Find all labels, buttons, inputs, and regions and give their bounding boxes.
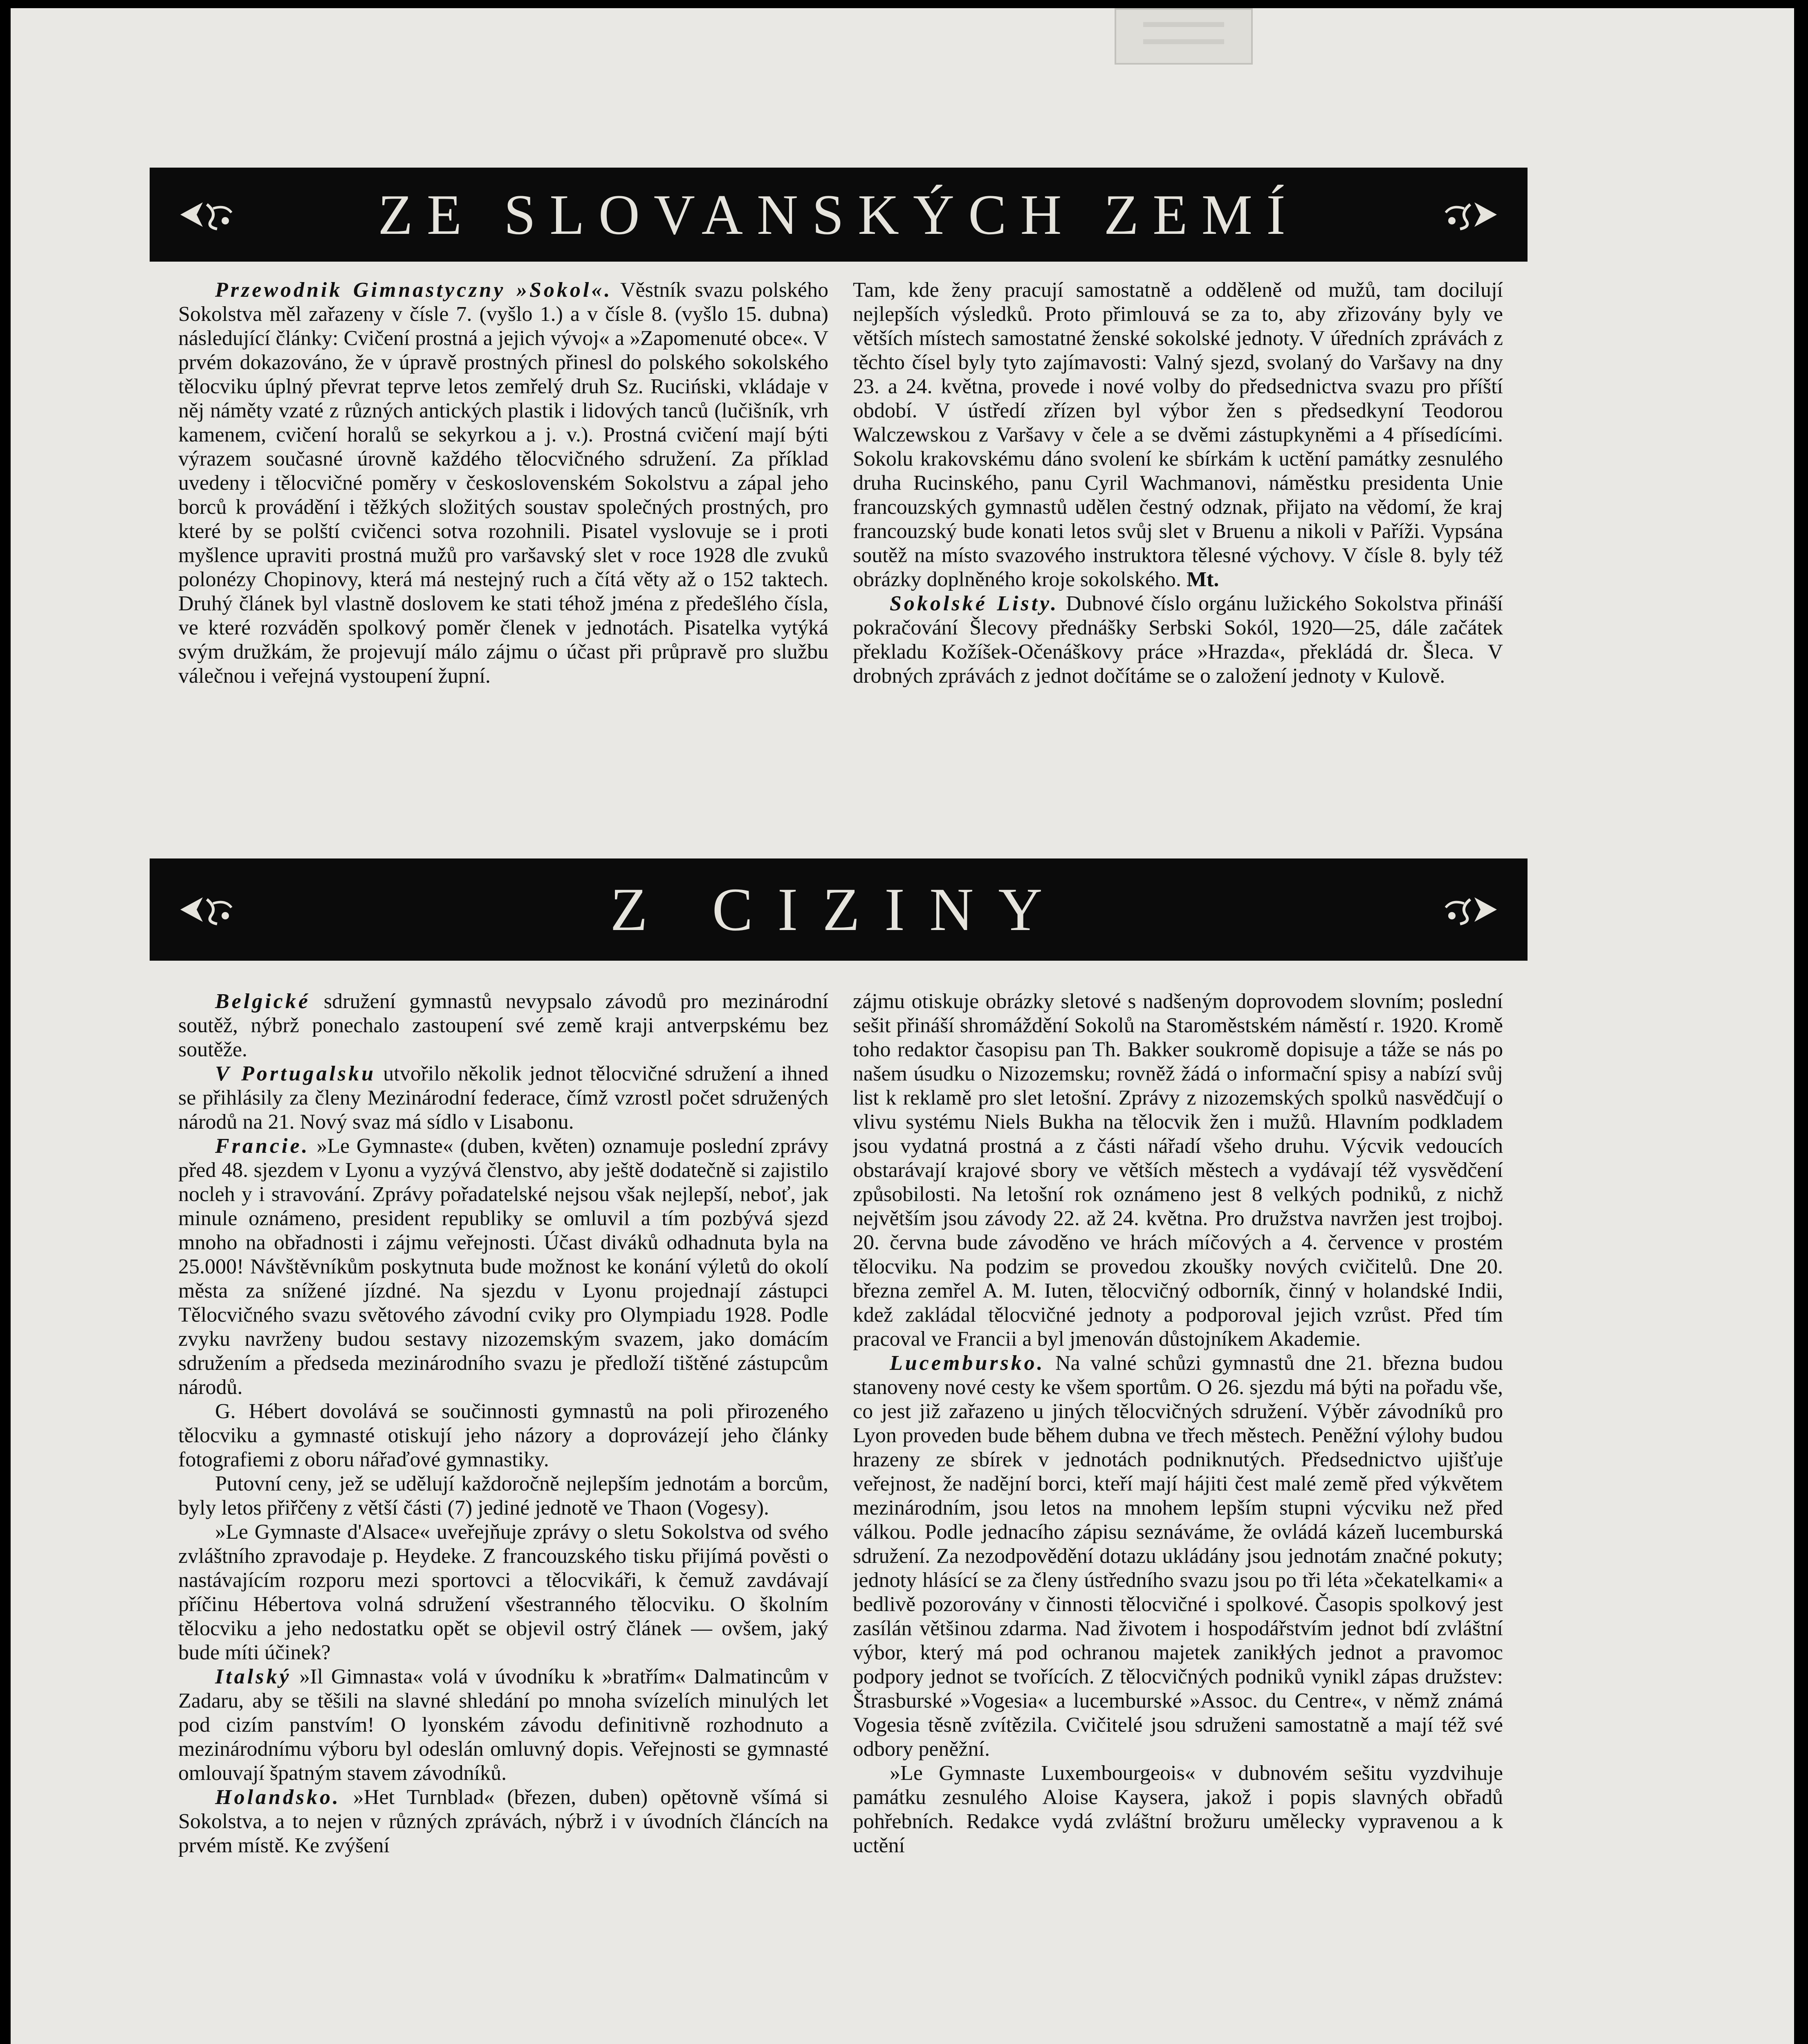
article-paragraph: »Le Gymnaste Luxembourgeois« v dubnovém sešitu vyzdvihuje památku zesnulého Aloise Kaysera, jakož i popis slavných obřadů pohřebních. Redakce vydá zvláštní brožuru umělecky vypravenou a k uctění (853, 1762, 1503, 1857)
article-paragraph: »Le Gymnaste d'Alsace« uveřejňuje zprávy o sletu Sokolstva od svého zvláštního zpravodaje p. Heydeke. Z francouzského tisku přijímá pověsti o nastávajícím rozporu mezi sportovci a tělocvikáři, k čemuž zavdávají příčinu Hébertova volná sdružení všestranného tělocviku. O školním tělocviku a jeho nedostatku opět se objevil ostrý článek — ovšem, jaký bude míti účinek? (178, 1520, 828, 1664)
article-paragraph: G. Hébert dovolává se součinnosti gymnastů na poli přirozeného tělocviku a gymnasté otiskují jeho názory a doprovázejí jeho články fotografiemi z oboru nářaďové gymnastiky. (178, 1400, 828, 1471)
slavic-column-right (853, 278, 1503, 838)
article-paragraph: Lucembursko. Na valné schůzi gymnastů dne 21. března budou stanoveny nové cesty ke všem sportům. O 26. sjezdu má býti na pořadu vše, co jest již zařazeno u jiných tělocvičných sdružení. Výběr závodníků pro Lyon proveden bude během dubna ve třech městech. Peněžní výlohy budou hrazeny ze sbírek v jednotách podniknutých. Předsednictvo ujišťuje veřejnost, že nadějní borci, kteří mají hájiti čest malé země před výkvětem mezinárodním, jsou letos na mnohem lepším stupni výcviku než před válkou. Podle jednacího zápisu seznáváme, že ovládá kázeň lucemburská sdružení. Za nezodpovědění dotazu ukládány jsou jednotám značné pokuty; jednoty hlásící se za členy ústředního svazu jsou po tři léta »čekatelkami« a bedlivě pozorovány v činnosti tělocvičné i spolkové. Časopis spolkový jest zasílán většinou zdarma. Nad životem i hospodářstvím jednot bdí zvláštní výbor, který má pod ochranou majetek zanikłých jednot a pravomoc podpory jednot se tvořících. Z tělocvičných podniků vynikl zápas družstev: Štrasburské »Vogesia« a lucemburské »Assoc. du Centre«, v němž známá Vogesia těsně zvítězila. Cvičitelé jsou sdruženi samostatně a mají též své odbory peněžní. (853, 1351, 1503, 1761)
article-paragraph: Italský »Il Gimnasta« volá v úvodníku k »bratřím« Dalmatincům v Zadaru, aby se těšili na slavné shledání po mnoha svízelích minulých let pod cizím panstvím! O lyonském závodu definitivně rozhodnuto a mezinárodnímu výboru byl odeslán omluvný dopis. Veřejnosti se gymnasté omlouvají špatným stavem závodníků. (178, 1665, 828, 1785)
article-paragraph: Tam, kde ženy pracují samostatně a odděleně od mužů, tam docilují nejlepších výsledků. Proto přimlouvá se za to, aby zřizovány byly ve větších místech samostatné ženské sokolské jednoty. V úředních zprávách z těchto čísel byly tyto zajímavosti: Valný sjezd, svolaný do Varšavy na dny 23. a 24. května, provede i nové volby do předsednictva svazu pro příští období. V ústředí zřízen byl výbor žen s předsedkyní Teodorou Walczewskou z Varšavy v čele a se dvěmi zástupkyněmi a 4 přísedícími. Sokolu krakovskému dáno svolení ke sbírkám k uctění památky zesnulého druha Rucinského, panu Cyril Wachmanovi, náměstku presidenta Unie francouzských gymnastů udělen čestný odznak, přijato na vědomí, že kraj francouzský bude konati letos svůj slet v Bruenu a nikoli v Paříži. Vypsána soutěž na místo svazového instruktora tělesné výchovy. V čísle 8. byly též obrázky doplněného kroje sokolského. Mt. (853, 278, 1503, 591)
slavic-column-left (178, 278, 828, 838)
author-signature: Mt. (1186, 568, 1219, 591)
foreign-column-right (853, 989, 1503, 2044)
ornament-left-icon (178, 196, 240, 233)
library-stamp (1115, 8, 1253, 65)
ornament-left-icon (178, 891, 240, 928)
section-banner-slavic (150, 168, 1528, 262)
article-paragraph: V Portugalsku utvořilo několik jednot tělocvičné sdružení a ihned se přihlásily za členy Mezinárodní federace, čímž vzrostl počet sdružených národů na 21. Nový svaz má sídlo v Lisabonu. (178, 1062, 828, 1134)
section-title: Z CIZINY (610, 876, 1067, 944)
ornament-right-icon (1438, 196, 1499, 233)
article-paragraph: Sokolské Listy. Dubnové číslo orgánu lužického Sokolstva přináší pokračování Šlecovy přednášky Serbski Sokól, 1920—25, dále začátek překladu Kožíšek-Očenáškovy práce »Hrazda«, překládá dr. Šleca. V drobných zprávách z jednot dočítáme se o založení jednoty v Kulově. (853, 592, 1503, 688)
section-title: ZE SLOVANSKÝCH ZEMÍ (378, 183, 1299, 247)
article-paragraph: zájmu otiskuje obrázky sletové s nadšeným doprovodem slovním; poslední sešit přináší shromáždění Sokolů na Staroměstském náměstí r. 1920. Kromě toho redaktor časopisu pan Th. Bakker soukromě dopisuje a táže se nás po našem úsudku o Nizozemsku; rovněž žádá o informační spisy a nabízí svůj list k reklamě pro slet letošní. Zprávy z nizozemských spolků nasvědčují o vlivu systému Niels Bukha na tělocvik žen i mužů. Hlavním podkladem jsou vydatná prostná a z části nářadí všeho druhu. Výcvik vedoucích obstarávají krajové sbory ve větších městech a vydávají též vysvědčení způsobilosti. Na letošní rok oznámeno jest 8 velkých podniků, z nichž největším jsou závody 22. až 24. května. Pro družstva navržen jest trojboj. 20. června bude závoděno ve hrách míčových a 4. července v prostém tělocviku. Na podzim se provedou zkoušky nových cvičitelů. Dne 20. března zemřel A. M. Iuten, tělocvičný odborník, činný v holandské Indii, kdež zakládal tělocvičné jednoty a podporoval jejich vzrůst. Před tím pracoval ve Francii a byl jmenován důstojníkem Akademie. (853, 990, 1503, 1351)
section-banner-foreign (150, 858, 1528, 961)
ornament-right-icon (1438, 891, 1499, 928)
article-paragraph: Holandsko. »Het Turnblad« (březen, duben) opětovně všímá si Sokolstva, a to nejen v různých zprávách, nýbrž i v úvodních článcích na prvém místě. Ke zvýšení (178, 1786, 828, 1857)
article-paragraph: Putovní ceny, jež se udělují každoročně nejlepším jednotám a borcům, byly letos přiřčeny z větší části (7) jediné jednotě ve Thaon (Vogesy). (178, 1472, 828, 1520)
article-paragraph: Belgické sdružení gymnastů nevypsalo závodů pro mezinárodní soutěž, nýbrž ponechalo zastoupení své země kraji antverpskému bez soutěže. (178, 990, 828, 1061)
article-paragraph: Francie. »Le Gymnaste« (duben, květen) oznamuje poslední zprávy před 48. sjezdem v Lyonu a vyzývá členstvo, aby ještě dodatečně si zajistilo nocleh y i stravování. Zprávy pořadatelské nejsou však nejlepší, neboť, jak minule oznámeno, president republiky se omluvil a tím pozbývá sjezd mnoho na obřadnosti i zájmu veřejnosti. Účast diváků odhadnuta byla na 25.000! Návštěvníkům poskytnuta bude možnost ke konání výletů do okolí města za snížené jízdné. Na sjezdu v Lyonu projednají zástupci Tělocvičného svazu světového závodní cviky pro Olympiadu 1928. Podle zvyku navrženy budou sestavy nizozemským svazem, jako domácím sdružením a předseda mezinárodního svazu je předloží tištěné zástupcům národů. (178, 1134, 828, 1399)
foreign-column-left (178, 989, 828, 2044)
article-paragraph: Przewodnik Gimnastyczny »Sokol«. Věstník svazu polského Sokolstva měl zařazeny v čísle 7. (vyšlo 1.) a v čísle 8. (vyšlo 15. dubna) následující články: Cvičení prostná a jejich vývoj« a »Zapomenuté obce«. V prvém dokazováno, že v úpravě prostných přinesl do polského sokolského tělocviku úplný převrat teprve letos zemřelý druh Sz. Ruciński, vkládaje v něj náměty vzaté z různých antických plastik i lidových tanců (lučišník, vrh kamenem, cvičení horalů se sekyrkou a j. v.). Prostná cvičení mají býti výrazem současné úrovně každého tělocvičného sdružení. Za příklad uvedeny i tělocvičné poměry v československém Sokolstvu a zápal jeho borců k provádění i těžkých složitých soustav společných prostných, pro které by se polští cvičenci sotva rozohnili. Pisatel vyslovuje se i proti myšlence upraviti prostná mužů pro varšavský slet v roce 1928 dle zvuků polonézy Chopinovy, která má nestejný ruch a čítá věty až o 152 taktech. Druhý článek byl vlastně doslovem ke stati téhož jména z předešlého čísla, ve které rozváděn spolkový poměr členek v jednotách. Pisatelka vytýká svým družkám, že projevují málo zájmu o účast při průpravě pro službu válečnou i veřejná vystoupení župní. (178, 278, 828, 688)
page (11, 8, 1794, 2044)
